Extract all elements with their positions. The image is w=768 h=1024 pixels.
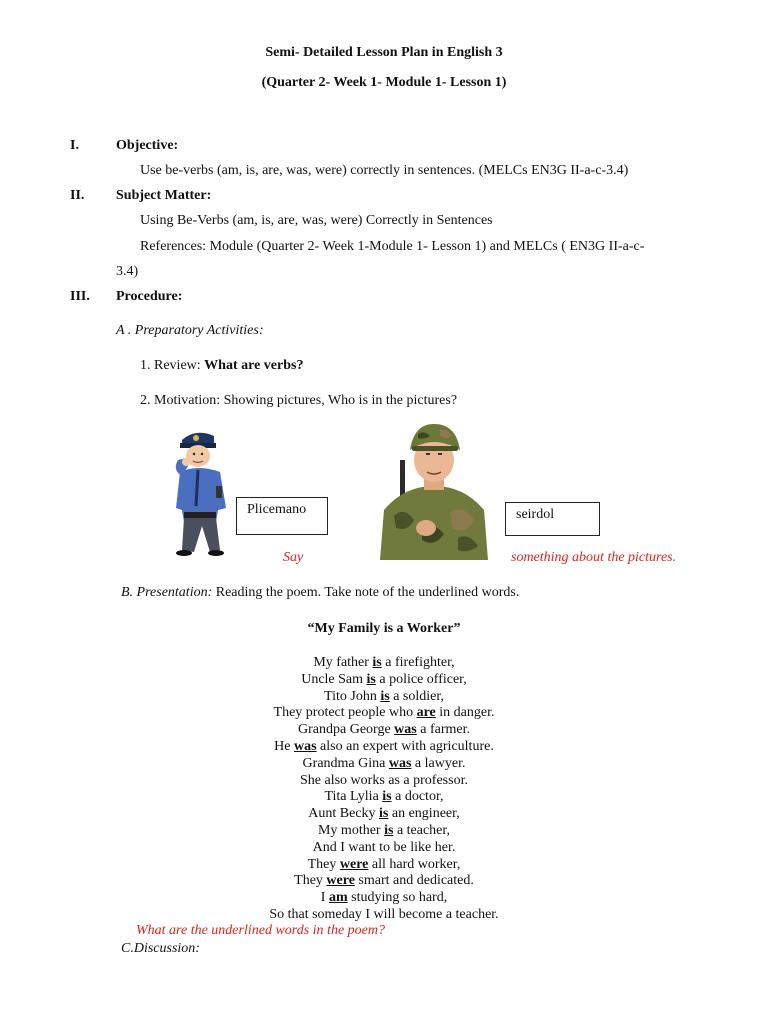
- poem-line: [0, 772, 768, 789]
- say-text: Say: [283, 550, 304, 565]
- preparatory-activities: A . Preparatory Activities:: [116, 323, 264, 338]
- poem-line-text: I: [320, 890, 329, 906]
- poem-line: [0, 856, 768, 873]
- underlined-be-verb: are: [416, 705, 436, 721]
- poem-line-text: Tita Lylia: [324, 789, 383, 805]
- poem-line: [0, 822, 768, 839]
- poem-line-text: an engineer,: [388, 806, 460, 822]
- policeman-label-box: [236, 497, 328, 535]
- poem-line-text: They protect people who: [273, 705, 417, 721]
- soldier-label-box: [505, 502, 600, 536]
- poem-line-text: They: [307, 856, 340, 872]
- objective-text: Use be-verbs (am, is, are, was, were) correctly in sentences. (MELCs EN3G II-a-c-3.4): [140, 163, 629, 178]
- poem-line-text: studying so hard,: [347, 890, 448, 906]
- policeman-illustration: [168, 426, 240, 558]
- presentation-line: [121, 584, 519, 602]
- poem-line-text: They: [294, 873, 327, 889]
- poem-line: [0, 721, 768, 738]
- poem-line-text: My father: [313, 655, 373, 670]
- poem-line-text: He: [274, 739, 294, 754]
- motivation-line: 2. Motivation: Showing pictures, Who is in the pictures?: [140, 393, 458, 408]
- poem-line: [0, 738, 768, 755]
- poem-line-text: a teacher,: [393, 823, 450, 838]
- poem-line-text: all hard worker,: [368, 856, 461, 872]
- page-subtitle: (Quarter 2- Week 1- Module 1- Lesson 1): [261, 75, 507, 90]
- poem-line-text: a doctor,: [391, 789, 444, 805]
- poem-line-text: Uncle Sam: [301, 671, 367, 687]
- poem-line-text: also an expert with agriculture.: [316, 739, 494, 754]
- objective-heading: Objective:: [116, 138, 179, 153]
- poem-line-text: Tito John: [324, 688, 381, 704]
- poem-question: What are the underlined words in the poem?: [136, 923, 385, 938]
- page-title: Semi- Detailed Lesson Plan in English 3: [265, 45, 503, 60]
- soldier-label: seirdol: [516, 507, 555, 522]
- references-line: References: Module (Quarter 2- Week 1-Module 1- Lesson 1) and MELCs ( EN3G II-a-c-: [140, 239, 645, 254]
- underlined-be-verb: is: [366, 671, 376, 687]
- poem-line-text: a lawyer.: [411, 755, 466, 771]
- poem-line-text: She also works as a professor.: [300, 772, 468, 788]
- discussion-heading: C.Discussion:: [121, 941, 200, 956]
- poem-line-text: Grandma Gina: [302, 755, 389, 771]
- poem-line-text: So that someday I will become a teacher.: [269, 907, 499, 922]
- references-continuation: 3.4): [116, 264, 139, 279]
- underlined-be-verb: was: [394, 722, 417, 738]
- poem-line-text: a firefighter,: [381, 655, 455, 670]
- poem-line: [0, 839, 768, 856]
- poem-line: [0, 704, 768, 721]
- poem-line-text: a farmer.: [416, 722, 470, 738]
- review-line: [140, 357, 303, 375]
- underlined-be-verb: was: [388, 755, 412, 771]
- section-number-subject: II.: [70, 188, 85, 203]
- poem-line: [0, 889, 768, 906]
- poem-line-text: Grandpa George: [298, 722, 395, 738]
- poem-line-text: a police officer,: [375, 671, 467, 687]
- soldier-illustration: [370, 420, 498, 560]
- presentation-text: Reading the poem. Take note of the underlined words.: [212, 585, 520, 600]
- poem-line-text: Aunt Becky: [308, 806, 380, 822]
- section-number-procedure: III.: [70, 289, 90, 304]
- poem-line-text: smart and dedicated.: [354, 873, 474, 889]
- underlined-be-verb: were: [339, 856, 369, 872]
- underlined-be-verb: is: [384, 823, 394, 838]
- poem-line: [0, 688, 768, 705]
- procedure-heading: Procedure:: [116, 289, 183, 304]
- presentation-label: B. Presentation:: [121, 585, 213, 600]
- review-prefix: 1. Review:: [140, 358, 205, 373]
- poem-title: “My Family is a Worker”: [307, 621, 461, 636]
- underlined-be-verb: were: [326, 873, 355, 889]
- subject-matter-heading: Subject Matter:: [116, 188, 212, 203]
- underlined-be-verb: is: [382, 789, 392, 805]
- underlined-be-verb: is: [380, 688, 390, 704]
- poem-line: [0, 671, 768, 688]
- underlined-be-verb: was: [293, 739, 317, 754]
- poem-line: [0, 755, 768, 772]
- underlined-be-verb: am: [328, 890, 348, 906]
- underlined-be-verb: is: [379, 806, 389, 822]
- subject-matter-line: Using Be-Verbs (am, is, are, was, were) Correctly in Sentences: [140, 213, 493, 228]
- poem-line-text: in danger.: [435, 705, 495, 721]
- say-continuation: something about the pictures.: [511, 550, 677, 565]
- poem-line: [0, 805, 768, 822]
- section-number-objective: I.: [70, 138, 79, 153]
- poem-line: [0, 788, 768, 805]
- policeman-label: Plicemano: [247, 502, 307, 517]
- poem-line: [0, 872, 768, 889]
- poem-line-text: a soldier,: [389, 688, 444, 704]
- review-question: What are verbs?: [204, 358, 304, 373]
- poem-line-text: My mother: [317, 823, 385, 838]
- poem-line: [0, 654, 768, 671]
- underlined-be-verb: is: [372, 655, 382, 670]
- poem-line: [0, 906, 768, 923]
- poem-line-text: And I want to be like her.: [312, 839, 456, 855]
